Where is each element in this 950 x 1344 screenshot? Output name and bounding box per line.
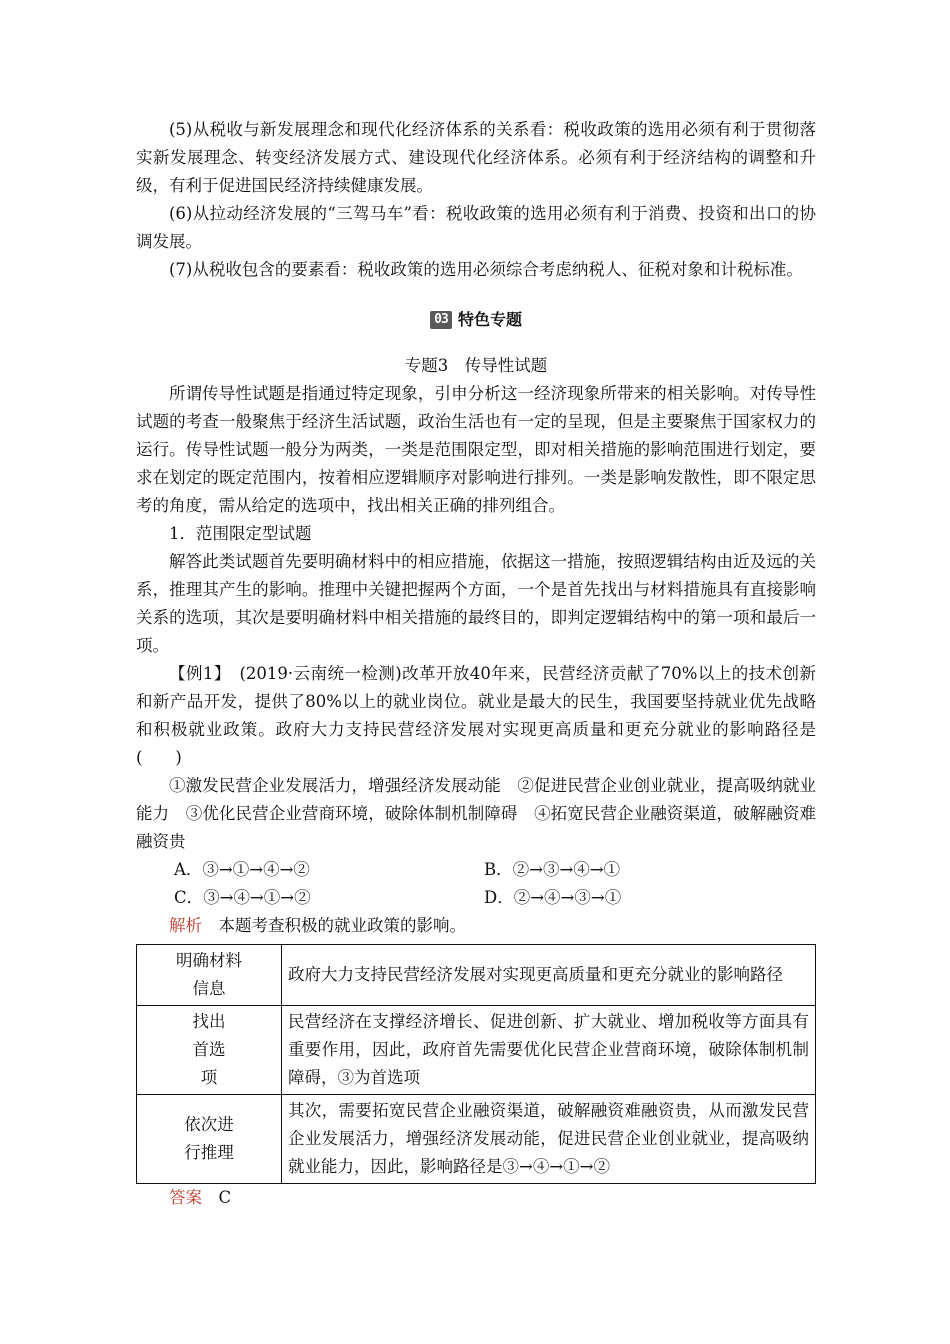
intro-paragraph: 所谓传导性试题是指通过特定现象，引申分析这一经济现象所带来的相关影响。对传导性试题的考查一般聚焦于经济生活试题，政治生活也有一定的呈现，但是主要聚焦于国家权力的运行。传导性试题一般分为两类，一类是范围限定型，即对相关措施的影响范围进行划定，要求在划定的既定范围内，按着相应逻辑顺序对影响进行排列。一类是影响发散性，即不限定思考的角度，需从给定的选项中，找出相关正确的排列组合。 (136, 384, 816, 515)
example-tag: 【例1】 (169, 664, 223, 683)
row-body: 民营经济在支撑经济增长、促进创新、扩大就业、增加税收等方面具有重要作用，因此，政府首先需要优化民营企业营商环境，破除体制机制障碍，③为首选项 (282, 1006, 816, 1095)
analysis-label: 解析 (169, 916, 202, 935)
paragraph-6: (6)从拉动经济发展的“三驾马车”看：税收政策的选用必须有利于消费、投资和出口的协调发展。 (136, 204, 816, 251)
table-row (137, 945, 816, 1006)
option-d: D．②→④→③→① (484, 888, 622, 907)
row-label: 依次进行推理 (137, 1095, 282, 1184)
row-body: 政府大力支持民营经济发展对实现更高质量和更充分就业的影响路径 (282, 945, 816, 1006)
row-label: 明确材料信息 (137, 945, 282, 1006)
row-body: 其次，需要拓宽民营企业融资渠道，破解融资难融资贵，从而激发民营企业发展活力，增强经济发展动能，促进民营企业创业就业，提高吸纳就业能力，因此，影响路径是③→④→①→② (282, 1095, 816, 1184)
document-body (136, 116, 816, 1212)
topic-title: 专题3 传导性试题 (404, 356, 548, 375)
analysis-table (136, 944, 816, 1184)
example-stem: (2019·云南统一检测)改革开放40年来，民营经济贡献了70%以上的技术创新和新产品开发，提供了80%以上的就业岗位。就业是最大的民生，我国要坚持就业优先战略和积极就业政策。政府大力支持民营经济发展对实现更高质量和更充分就业的影响路径是( ) (136, 664, 816, 767)
paragraph-5: (5)从税收与新发展理念和现代化经济体系的关系看：税收政策的选用必须有利于贯彻落实新发展理念、转变经济发展方式、建设现代化经济体系。必须有利于经济结构的调整和升级，有利于促进国民经济持续健康发展。 (136, 120, 816, 195)
table-row (137, 1006, 816, 1095)
analysis-text: 本题考查积极的就业政策的影响。 (202, 916, 466, 935)
section-number-badge: 03 (430, 311, 452, 329)
table-row (137, 1095, 816, 1184)
option-b: B．②→③→④→① (484, 860, 621, 879)
example-items: ①激发民营企业发展活力，增强经济发展动能 ②促进民营企业创业就业，提高吸纳就业能力 ③优化民营企业营商环境，破除体制机制障碍 ④拓宽民营企业融资渠道，破解融资难融资贵 (136, 776, 816, 851)
options-row-1 (136, 856, 816, 884)
answer-label: 答案 (169, 1188, 202, 1207)
option-a: A．③→①→④→② (174, 860, 310, 879)
section-heading (136, 306, 816, 334)
analysis-line (136, 912, 816, 940)
answer-value: C (202, 1188, 232, 1207)
paragraph-7: (7)从税收包含的要素看：税收政策的选用必须综合考虑纳税人、征税对象和计税标准。 (169, 260, 803, 279)
row-label: 找出首选项 (137, 1006, 282, 1095)
example-question (136, 660, 816, 772)
option-c: C．③→④→①→② (174, 888, 311, 907)
options-row-2 (136, 884, 816, 912)
section-title: 特色专题 (457, 310, 522, 329)
answer-line (136, 1184, 816, 1212)
subheading: 1．范围限定型试题 (169, 524, 312, 543)
method-paragraph: 解答此类试题首先要明确材料中的相应措施，依据这一措施，按照逻辑结构由近及远的关系，推理其产生的影响。推理中关键把握两个方面，一个是首先找出与材料措施具有直接影响关系的选项，其次是要明确材料中相关措施的最终目的，即判定逻辑结构中的第一项和最后一项。 (136, 552, 816, 655)
